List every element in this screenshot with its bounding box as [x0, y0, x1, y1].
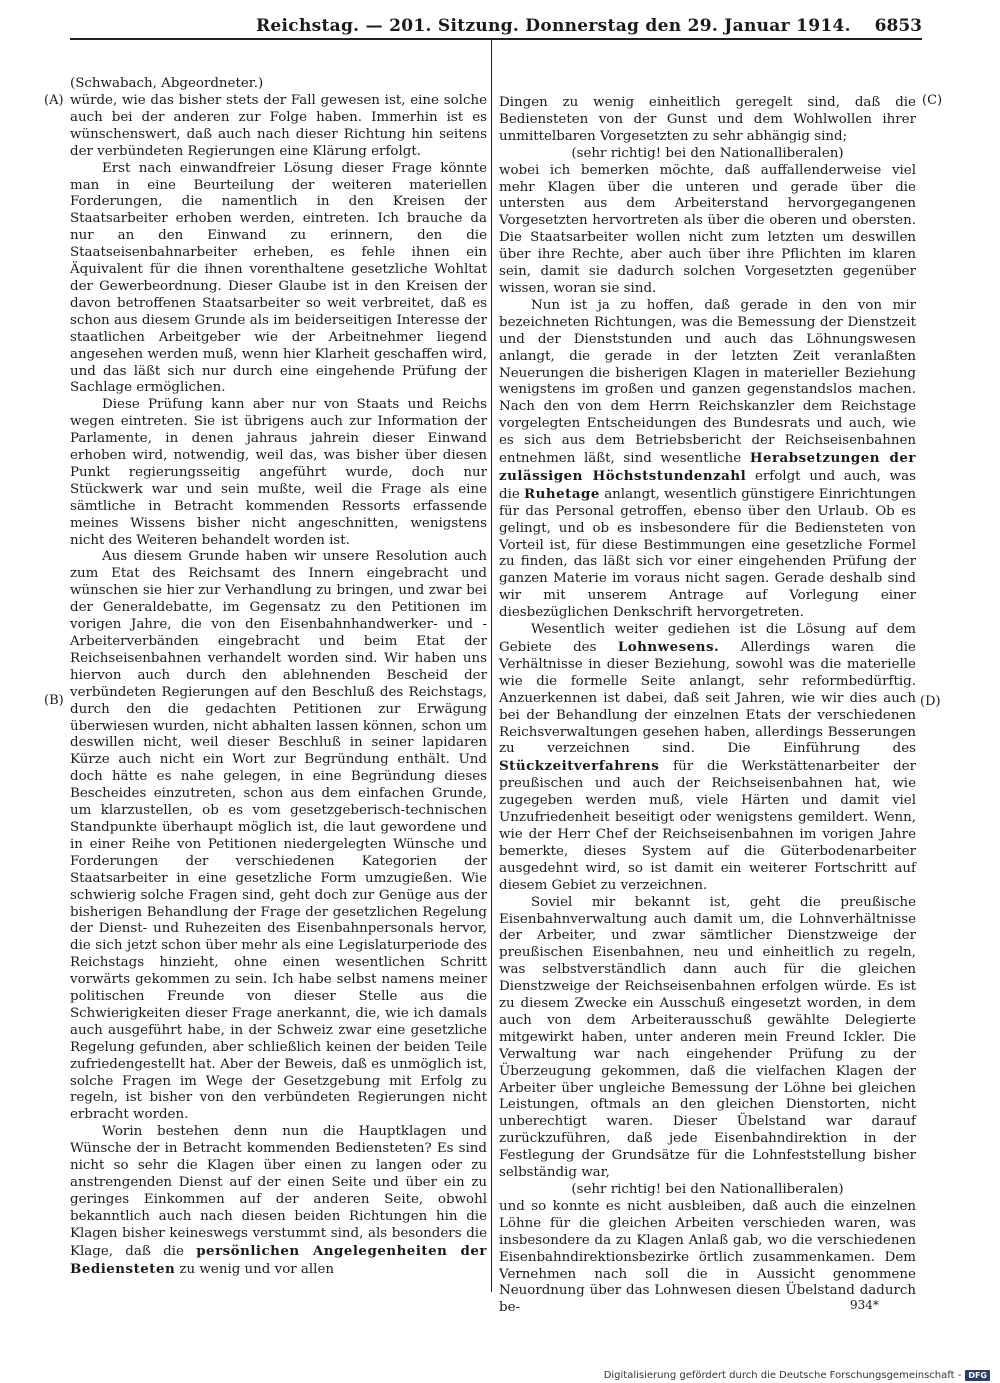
paragraph-text: für die Werkstättenarbeiter der preußischen und auch der Reichseisenbahnen hat, wie zugegeben werden muß, viele Härten und damit viel Unzufriedenheit beseitigt oder wenigstens gemildert. Wenn, wie der Herr Chef der Reichseisenbahnen im vorigen Jahre bemerkte, dieses System auf die Güterbodenarbeiter ausgedehnt wird, so ist damit ein weiterer Fortschritt auf diesem Gebiet zu verzeichnen. [499, 759, 916, 893]
emphasis-text: persönlichen Angelegenheiten der Bediensteten [70, 1242, 487, 1277]
paragraph: Dingen zu wenig einheitlich geregelt sind, daß die Bediensteten von der Gunst und dem Wohlwollen ihrer unmittelbaren Vorgesetzten zu sehr abhängig sind; [499, 95, 916, 144]
margin-marker-a: (A) [44, 93, 64, 108]
paragraph: und so konnte es nicht ausbleiben, daß auch die einzelnen Löhne für die gleichen Arbeiten verschieden waren, was insbesondere da zu Klagen Anlaß gab, wo die verschiedenen Eisenbahndirektionsbezirke örtlich zusammenkamen. Dem Vernehmen nach soll die in Aussicht genommene Neuordnung über das Lohnwesen diesen Übelstand dadurch be- [499, 1198, 916, 1316]
margin-marker-b: (B) [44, 693, 64, 708]
digitization-credit [604, 1368, 990, 1382]
paragraph: Diese Prüfung kann aber nur von Staats und Reichs wegen eintreten. Sie ist übrigens auch zur Information der Parlamente, in denen jahraus jahrein dieser Einwand erhoben wird, notwendig, weil das, was bisher über diesen Punkt regierungsseitig angeführt wurde, doch nur Stückwerk war und sein mußte, weil die Frage als eine sämtliche in Betracht kommenden Ressorts erfassende meines Wissens bisher nicht angeschnitten, wenigstens nicht des Weiteren behandelt worden ist. [70, 397, 487, 548]
paragraph: Soviel mir bekannt ist, geht die preußische Eisenbahnverwaltung auch damit um, die Lohnverhältnisse der Arbeiter, und zwar sämtlicher Dienstzweige der preußischen Eisenbahnen, neu und einheitlich zu regeln, was selbstverständlich dann auch für die gleichen Dienstzweige der Reichseisenbahnen erfolgen würde. Es ist zu diesem Zwecke ein Ausschuß eingesetzt worden, in dem auch von dem Arbeiterausschuß gewählte Delegierte mitgewirkt haben, unter anderen mein Freund Ickler. Die Verwaltung war nach eingehender Prüfung zu der Überzeugung gekommen, daß die vielfachen Klagen der Arbeiter über ungleiche Bemessung der Löhne bei gleichen Leistungen, oftmals an den gleichen Dienstorten, nicht unberechtigt waren. Dieser Übelstand war darauf zurückzuführen, daß jede Eisenbahndirektion in der Festlegung der Grundsätze für die Lohnfeststellung bisher selbständig war, [499, 894, 916, 1181]
paragraph: wobei ich bemerken möchte, daß auffallenderweise viel mehr Klagen über die unteren und gerade über die untersten aus dem Arbeiterstand hervorgegangenen Vorgesetzten hervortreten als über die oberen und obersten. Die Staatsarbeiter wollen nicht zum letzten um deswillen über ihre Rechte, aber auch über ihre Pflichten im klaren sein, damit sie dadurch solchen Vorgesetzten gegenüber wissen, woran sie sind. [499, 162, 916, 296]
credit-text: Digitalisierung gefördert durch die Deutsche Forschungsgemeinschaft - [603, 1369, 962, 1381]
page-header [70, 12, 922, 38]
paragraph-text: Wesentlich weiter gediehen ist die Lösung auf dem Gebiete des [499, 622, 916, 655]
emphasis-text: Herabsetzungen der zulässigen Höchststundenzahl [499, 450, 916, 484]
page-number: 6853 [874, 16, 922, 36]
emphasis-text: Lohnwesens. [617, 639, 720, 655]
margin-marker-d: (D) [920, 694, 941, 709]
left-column [70, 93, 487, 1278]
paragraph-text: anlangt, wesentlich günstigere Einrichtungen für das Personal getroffen, ebenso über den Urlaub. Ob es gelingt, und ob es insbesondere für die Bediensteten von Vorteil ist, für diese Bestimmungen eine gesetzliche Formel zu finden, das läßt sich vor einer eingehenden Prüfung der ganzen Materie im voraus nicht sagen. Gerade deshalb sind wir mit unserem Antrage auf Vorlegung einer diesbezüglichen Denkschrift hervorgetreten. [499, 486, 916, 621]
paragraph-text: zu wenig und vor allen [179, 1261, 335, 1277]
speaker-label: (Schwabach, Abgeordneter.) [70, 76, 264, 91]
paragraph-text: Nun ist ja zu hoffen, daß gerade in den von mir bezeichneten Richtungen, was die Bemessung der Dienstzeit und der Dienststunden und auch das Löhnungswesen anlangt, die gerade in der letzten Zeit veranlaßten Neuerungen die bisherigen Klagen in materieller Beziehung wenigstens im großen und ganzen gegenstandslos machen. Nach den von dem Herrn Reichskanzler dem Reichstage vorgelegten Entscheidungen des Bundesrats und auch, wie es sich aus dem Betriebsbericht der Reichseisenbahnen entnehmen läßt, sind wesentliche [499, 297, 916, 467]
paragraph [70, 1124, 487, 1278]
paragraph [499, 622, 916, 895]
emphasis-text: Stückzeitverfahrens [499, 758, 660, 775]
header-rule [70, 38, 922, 40]
paragraph: Aus diesem Grunde haben wir unsere Resolution auch zum Etat des Reichsamt des Innern eingebracht und wünschen sie hier zur Verhandlung zu bringen, und zwar bei der Generaldebatte, im Gegensatz zu den Petitionen im vorigen Jahre, die von den Eisenbahnhandwerker- und -Arbeiterverbänden eingebracht und beim Etat der Reichseisenbahnen verhandelt worden sind. Wir haben uns hiervon auch durch den ablehnenden Bescheid der verbündeten Regierungen auf den Beschluß des Reichstags, durch den die gedachten Petitionen zur Erwägung überwiesen wurden, nicht abhalten lassen können, schon um deswillen nicht, weil dieser Beschluß in seiner lapidaren Kürze auch nicht ein Wort zur Begründung enthält. Und doch hätte es nahe gelegen, in eine Begründung dieses Bescheides einzutreten, schon aus dem einfachen Grunde, um klarzustellen, ob es vom gesetzgeberisch-technischen Standpunkte überhaupt möglich ist, die laut gewordene und in einer Reihe von Petitionen niedergelegten Wünsche und Forderungen der verschiedenen Kategorien der Staatsarbeiter in eine gesetzliche Form umzugießen. Wie schwierig solche Fragen sind, geht doch zur Genüge aus der bisherigen Behandlung der Frage der gesetzlichen Regelung der Dienst- und Ruhezeiten des Eisenbahnpersonals hervor, die sich jetzt schon über mehr als eine Legislaturperiode des Reichstags hinzieht, ohne einen wesentlichen Schritt vorwärts gekommen zu sein. Ich habe selbst namens meiner politischen Freunde von dieser Stelle aus die Schwierigkeiten dieser Frage anerkannt, die, wie ich damals auch ausgeführt habe, in der Schweiz zwar eine gesetzliche Regelung gefunden, aber schließlich keinen der beiden Teile zufriedengestellt hat. Aber der Beweis, daß es unmöglich ist, solche Fragen im Wege der Gesetzgebung mit Erfolg zu regeln, ist bisher von den verbündeten Regierungen nicht erbracht worden. [70, 549, 487, 1123]
paragraph-text: Worin bestehen denn nun die Hauptklagen und Wünsche der in Betracht kommenden Bediensteten? Es sind nicht so sehr die Klagen über einen zu langen oder zu anstrengenden Dienst auf der einen Seite und über ein zu geringes Einkommen auf der anderen Seite, obwohl bekanntlich auch nach diesen beiden Richtungen hin die Klagen bisher keineswegs verstummt sind, als besonders die Klage, daß die [70, 1124, 487, 1259]
paragraph [499, 298, 916, 622]
signature-mark: 934* [850, 1298, 879, 1312]
right-column [499, 95, 916, 1317]
interjection: (sehr richtig! bei den Nationalliberalen) [571, 1182, 844, 1197]
paragraph: würde, wie das bisher stets der Fall gewesen ist, eine solche auch bei der anderen zur Folge haben. Immerhin ist es wünschenswert, daß auch nach dieser Richtung hin seitens der verbündeten Regierungen eine Klärung erfolgt. [70, 93, 487, 159]
dfg-logo: DFG [965, 1370, 990, 1381]
margin-marker-c: (C) [922, 93, 943, 108]
paragraph-text: erfolgt und auch, was die [499, 468, 916, 502]
page-header-title: Reichstag. — 201. Sitzung. Donnerstag den 29. Januar 1914. [256, 16, 851, 36]
paragraph-text: Allerdings waren die Verhältnisse in dieser Beziehung, sowohl was die materielle wie die formelle Seite anlangt, sehr reformbedürftig. Anzuerkennen ist dabei, daß seit Jahren, wie wir dies auch bei der Behandlung der einzelnen Etats der verschiedenen Reichsverwaltungen gesehen haben, allerdings Besserungen zu verzeichnen sind. Die Einführung des [499, 640, 916, 757]
paragraph: Erst nach einwandfreier Lösung dieser Frage könnte man in eine Beurteilung der weiteren materiellen Forderungen, die namentlich in den Kreisen der Staatsarbeiter erhoben werden, eintreten. Ich brauche da nur an den Einwand zu erinnern, den die Staatseisenbahnarbeiter erheben, es fehle ihnen ein Äquivalent für die ihnen vorenthaltene gesetzliche Wohltat der Gewerbeordnung. Dieser Glaube ist in den Kreisen der davon betroffenen Staatsarbeiter so weit verbreitet, daß es schon aus diesem Grunde als im beiderseitigen Interesse der staatlichen Arbeitgeber wie der Arbeitnehmer liegend angesehen werden muß, wenn hier Klarheit geschaffen wird, und das läßt sich nur durch eine eingehende Prüfung der Sachlage ermöglichen. [70, 160, 487, 396]
emphasis-text: Ruhetage [524, 485, 600, 502]
interjection: (sehr richtig! bei den Nationalliberalen) [571, 145, 844, 161]
column-divider [491, 40, 492, 1292]
